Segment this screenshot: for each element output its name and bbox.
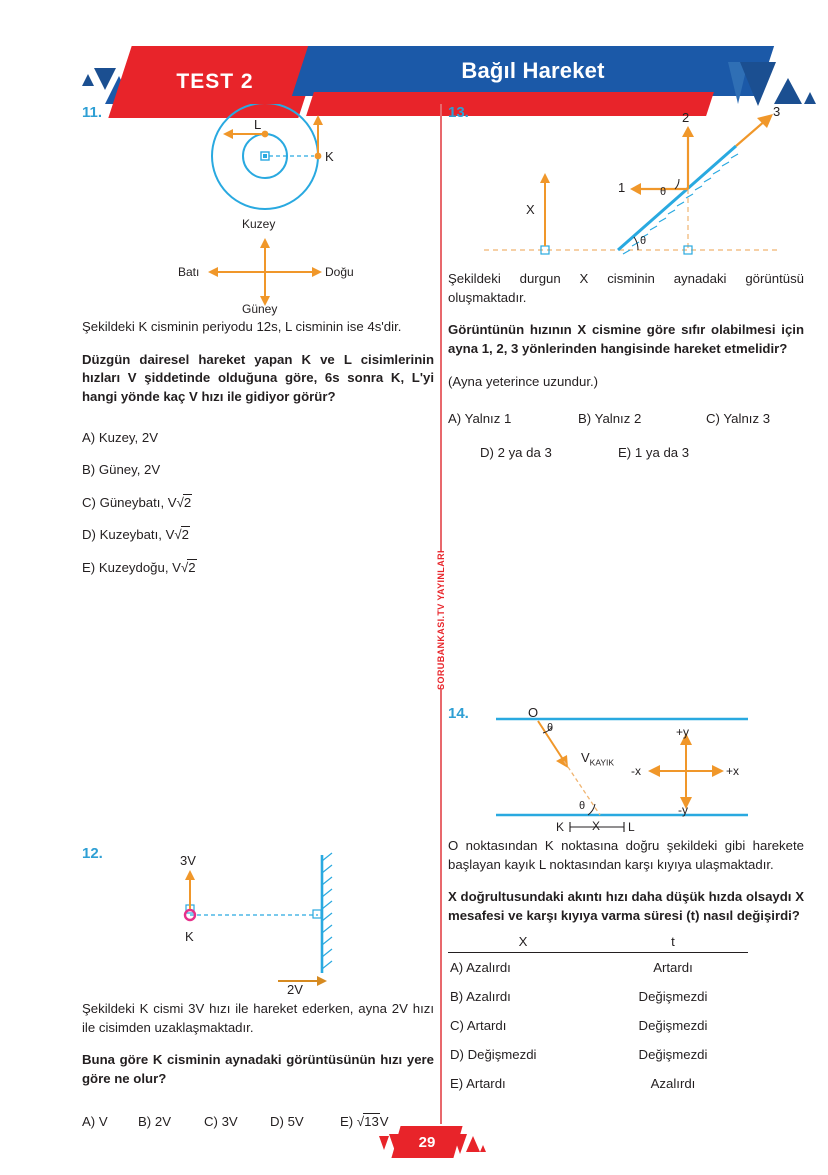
axis-plus-x-arrowhead [712,765,724,777]
option-c[interactable] [82,494,434,512]
option-c-text: Güneybatı, V [99,494,177,510]
label-direction-1: 1 [618,180,626,195]
publisher-watermark-text: SORUBANKASI.TV YAYINLARI [436,550,447,690]
question-11-options [82,429,434,577]
river-crossing-svg [448,705,804,833]
table-row[interactable] [448,1011,748,1040]
question-13-stem: Şekildeki durgun X cisminin aynadaki görüntüsü oluşmaktadır. [448,271,804,305]
label-point-k: K [556,820,565,834]
page-title: Bağıl Hareket [461,58,605,83]
option-d-letter: D) [270,1113,284,1129]
direction-1-arrowhead [630,183,641,195]
label-direction-2: 2 [682,110,690,125]
question-13-number: 13. [448,104,469,121]
option-d-x: D) Değişmezdi [450,1046,537,1062]
label-object-velocity: 3V [180,853,196,868]
label-point-l: L [628,820,635,834]
option-e-letter: E) [82,559,96,575]
label-boat-velocity-main: V [581,750,590,765]
label-compass-south: Güney [242,302,278,316]
label-distance-x: X [592,819,601,833]
option-a[interactable] [82,429,434,447]
label-object-x: X [526,202,535,217]
option-d-text: Kuzeybatı, V [99,527,175,543]
option-e-text: Kuzeydoğu, V [98,559,181,575]
option-c-text: 3V [221,1113,238,1129]
option-a-x: A) Azalırdı [450,959,511,975]
option-b-text: Güney, 2V [98,462,161,478]
label-boat-velocity-sub: KAYIK [589,757,615,768]
question-14-number: 14. [448,705,469,722]
option-c-t: Değişmezdi [638,1017,708,1033]
axis-minus-x-arrowhead [648,765,660,777]
option-a-text: V [98,1113,108,1129]
direction-2-arrowhead [682,126,694,137]
option-a[interactable] [448,410,578,428]
option-b-x: B) Azalırdı [450,988,511,1004]
inclined-mirror-svg [448,104,804,264]
table-row[interactable] [448,982,748,1011]
option-c-letter: C) [82,494,96,510]
option-d-text: 5V [287,1113,304,1129]
option-e-letter: E) [618,445,632,461]
table-row[interactable] [448,952,748,982]
compass-west-arrowhead [208,267,218,277]
question-11-stem: Şekildeki K cisminin periyodu 12s, L cisminin ise 4s'dir. [82,319,402,334]
question-14-figure [448,705,804,833]
label-object-k: K [325,149,334,164]
label-mirror-velocity: 2V [287,982,303,997]
footer-triangles-right [452,1128,486,1156]
question-14 [448,705,804,1098]
option-e-text: 1 ya da 3 [634,445,690,461]
label-compass-east: Doğu [325,265,354,279]
option-d[interactable] [480,444,618,462]
question-11-number: 11. [82,104,103,121]
label-axis-plus-x: +x [726,764,740,778]
option-e-x: E) Artardı [450,1075,506,1091]
question-14-stem: O noktasından K noktasına doğru şekildeki gibi harekete başlayan kayık L noktasından karşı kıyıya ulaşmaktadır. [448,838,804,872]
option-c-letter: C) [706,410,720,426]
option-e[interactable] [618,444,689,462]
label-direction-3: 3 [773,104,781,119]
question-13-ask: Görüntünün hızının X cismine göre sıfır olabilmesi için ayna 1, 2, 3 yönlerinden hangisinde hareket etmelidir? [448,322,804,357]
table-row[interactable] [448,1069,748,1098]
label-axis-plus-y: +y [676,725,690,739]
mirror-surface [618,146,736,250]
option-b[interactable] [82,461,434,479]
question-13 [448,104,804,463]
label-compass-north: Kuzey [242,217,276,231]
question-11-ask: Düzgün dairesel hareket yapan K ve L cisimlerinin hızları V şiddetinde olduğuna göre, 6s sonra K, L'yi hangi yönde kaç V hızı ile gidiyor görür? [82,351,434,405]
page-footer [0,1122,828,1164]
label-axis-minus-x: -x [631,764,641,778]
answer-table-col-t: t [598,934,748,953]
option-a-t: Artardı [653,959,693,975]
option-c[interactable] [706,410,770,428]
option-d-t: Değişmezdi [638,1046,708,1062]
option-e-radical: √2 [180,559,196,575]
label-angle-bottom: θ [640,235,647,247]
question-14-ask: X doğrultusundaki akıntı hızı daha düşük hızda olsaydı X mesafesi ve karşı kıyıya varma süresi (t) nasıl değişirdi? [448,889,804,924]
label-axis-minus-y: -y [678,803,688,817]
question-13-options-row-1 [448,410,804,428]
object-k-arrowhead [185,870,195,880]
option-d-radical: √2 [174,527,189,543]
moving-mirror-svg [82,851,434,996]
label-boat-velocity [581,750,614,768]
option-b-text: Yalnız 2 [594,410,642,426]
question-13-options-row-2 [448,444,804,462]
answer-table-header-row [448,934,748,953]
page-header [0,22,828,100]
question-12 [82,845,434,1131]
option-e-letter: E) [340,1113,354,1129]
option-e-radical: √13 [356,1113,379,1129]
question-11 [82,104,434,591]
option-b-text: 2V [154,1113,171,1129]
question-14-answer-table [448,934,748,1098]
option-b-letter: B) [578,410,592,426]
option-a-letter: A) [82,429,96,445]
mirror-hatching [322,853,332,969]
test-badge-label: TEST 2 [176,70,254,93]
object-l-arrowhead [223,129,233,139]
question-11-figure [82,104,434,314]
label-angle-bottom: θ [579,800,586,812]
option-c-letter: C) [204,1113,218,1129]
option-b-letter: B) [138,1113,152,1129]
option-e-t: Azalırdı [650,1075,696,1091]
option-e-text: V [379,1113,389,1129]
option-b-t: Değişmezdi [638,988,708,1004]
option-b-letter: B) [82,462,96,478]
question-12-number: 12. [82,845,103,862]
option-c-x: C) Artardı [450,1017,507,1033]
compass-north-arrowhead [260,238,270,248]
label-angle-top: θ [547,722,554,734]
concentric-circles-svg [82,104,434,314]
label-point-o: O [528,705,539,720]
question-12-ask: Buna göre K cisminin aynadaki görüntüsünün hızı yere göre ne olur? [82,1052,434,1087]
option-b[interactable] [578,410,706,428]
option-d-text: 2 ya da 3 [497,445,552,461]
question-12-stem: Şekildeki K cismi 3V hızı ile hareket ederken, ayna 2V hızı ile cisimden uzaklaşmaktadır. [82,1001,434,1035]
question-13-note: (Ayna yeterince uzundur.) [448,373,599,389]
question-12-figure [82,851,434,996]
option-a-text: Kuzey, 2V [98,429,158,445]
mirror-velocity-arrowhead [317,976,327,986]
question-13-figure [448,104,804,264]
label-object-k: K [185,929,194,944]
label-angle-top: θ [660,186,667,198]
option-e[interactable] [82,559,434,577]
object-k-arrowhead [313,115,323,125]
page-number: 29 [418,1133,436,1151]
option-d[interactable] [82,526,434,544]
brand-triangles-logo-right [726,58,822,108]
angle-arc-bottom [588,804,595,815]
direction-3-arrow [736,120,766,146]
mirror-right-angle-marker [313,910,321,918]
object-x-arrowhead [540,173,550,183]
label-compass-west: Batı [178,265,200,279]
center-dot [263,154,267,158]
option-a-letter: A) [448,410,462,426]
angle-arc-top [675,179,679,189]
compass-east-arrowhead [312,267,322,277]
option-d-letter: D) [82,527,96,543]
option-a-text: Yalnız 1 [464,410,512,426]
option-a-letter: A) [82,1113,96,1129]
table-row[interactable] [448,1040,748,1069]
option-c-radical: √2 [176,494,192,510]
option-d-letter: D) [480,445,494,461]
option-c-text: Yalnız 3 [723,410,771,426]
label-object-l: L [254,117,262,132]
answer-table-col-x: X [448,934,598,953]
